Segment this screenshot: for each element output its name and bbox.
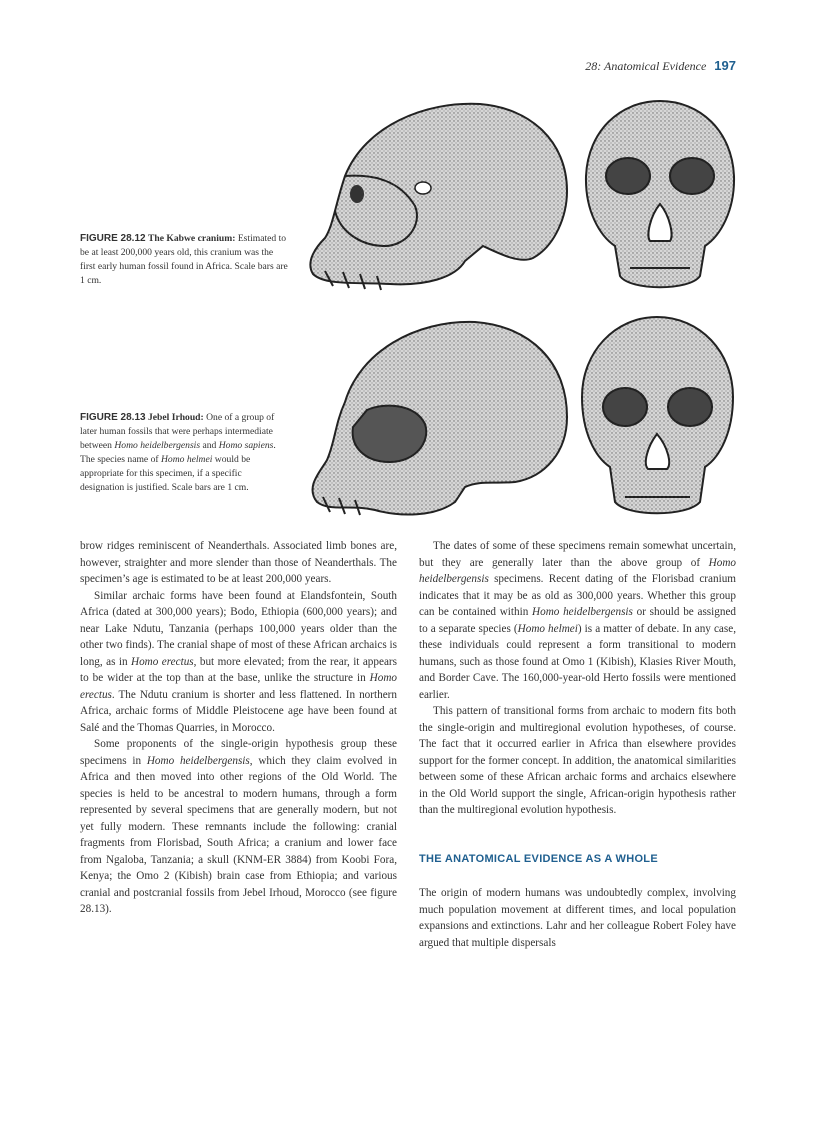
text-run: specimens. Recent dating of the Florisbad cranium indicates that it may be as old as 300,000 years. Whether this group can be contained within (419, 573, 736, 618)
species-name: Homo helmei (517, 622, 578, 635)
species-name: Homo erectus (80, 672, 397, 701)
left-column (80, 538, 397, 918)
text-run: , but more elevated; from the rear, it appears to be wider at the top than at the base, unlike the structure in (80, 655, 397, 684)
species-name: Homo heidelbergensis (146, 754, 250, 767)
text-run: . The Ndutu cranium is shorter and less flattened. In northern Africa, archaic forms of Middle Pleistocene age have been found at Salé and the Thomas Quarries, in Morocco. (80, 688, 397, 734)
text-run: Similar archaic forms have been found at Elandsfontein, South Africa (dated at 300,000 years); Bodo, Ethiopia (600,000 years); and near Lake Ndutu, Tanzania (perhaps 100,000 years older than the other two finds). The cranial shape of most of these African archaics is long, as in (80, 589, 397, 668)
jebel-irhoud-lateral-illustration (305, 312, 575, 522)
species-name: Homo heidelbergensis (419, 556, 736, 585)
caption-text: One of a group of later human fossils that were perhaps intermediate between (80, 412, 275, 451)
figure-title: The Kabwe cranium: (148, 233, 236, 244)
text-run: Some proponents of the single-origin hypothesis group these specimens in (80, 738, 397, 767)
figure-caption-28-13 (80, 411, 280, 495)
section-heading: THE ANATOMICAL EVIDENCE AS A WHOLE (419, 852, 658, 865)
text-run: or should be assigned to a separate species ( (419, 606, 737, 635)
running-head-section: 28: Anatomical Evidence (585, 59, 707, 73)
figure-label: FIGURE 28.13 (80, 412, 146, 423)
text-run: The dates of some of these specimens remain somewhat uncertain, but they are generally later than the above group of (419, 540, 736, 569)
jebel-irhoud-frontal-illustration (575, 312, 740, 522)
species-name: Homo heidelbergensis (114, 440, 201, 451)
figure-label: FIGURE 28.12 (80, 233, 146, 244)
caption-text: and (200, 440, 219, 451)
figure-caption-28-12 (80, 232, 290, 288)
species-name: Homo helmei (160, 454, 213, 465)
body-paragraph: This pattern of transitional forms from archaic to modern fits both the single-origin and multiregional evolution hypotheses, of course. The fact that it occurred earlier in Africa than elsewhere provides support for the former concept. In addition, the anatomical similarities between some of these African archaic forms and archaics elsewhere in the Old World support the single, African-origin hypothesis rather than the multiregional evolution hypothesis. (419, 705, 736, 816)
kabwe-cranium-lateral-illustration (305, 96, 575, 296)
text-run: , which they claim evolved in Africa and then moved into other regions of the Old World. The species is held to be ancestral to modern humans, through a form represented by several specimens that are generally modern, but not yet fully modern. These remnants include the following: cranial fragments from Florisbad, South Africa; a cranium and lower face from Ngaloba, Tanzania; a skull (KNM-ER 3884) from Koobi Fora, Kenya; the Omo 2 (Kibish) brain case from Ethiopia; and various cranial and postcranial fossils from Jebel Irhoud, Morocco (see figure 28.13). (80, 754, 397, 915)
text-run: ) is a matter of debate. In any case, these individuals could represent a form transitional to modern humans, such as those found at Omo 1 (Kibish), Klasies River Mouth, and Border Cave. The 160,000-year-old Herto fossils were mentioned earlier. (419, 622, 737, 701)
right-column (419, 538, 736, 951)
body-paragraph (80, 588, 397, 737)
page-number: 197 (714, 58, 736, 73)
kabwe-cranium-frontal-illustration (580, 96, 740, 296)
caption-text: . The species name of (80, 440, 276, 465)
figure-title: Jebel Irhoud: (148, 412, 204, 423)
running-head (585, 58, 736, 74)
body-paragraph (419, 538, 736, 703)
body-paragraph (80, 736, 397, 918)
body-paragraph: The origin of modern humans was undoubtedly complex, involving much population movement at different times, and local population expansions and extinctions. Lahr and her colleague Robert Foley have argued that multiple dispersals (419, 887, 736, 949)
species-name: Homo heidelbergensis (532, 606, 633, 618)
species-name: Homo erectus (130, 655, 194, 668)
species-name: Homo sapiens (218, 440, 274, 451)
caption-text: would be appropriate for this specimen, if a specific designation is justified. Scale bars are 1 cm. (80, 454, 251, 493)
body-paragraph: brow ridges reminiscent of Neanderthals. Associated limb bones are, however, straighter and more slender than those of Neanderthals. The specimen’s age is estimated to be at least 200,000 years. (80, 540, 397, 585)
figure-caption-text: Estimated to be at least 200,000 years old, this cranium was the first early human fossil found in Africa. Scale bars are 1 cm. (80, 233, 288, 286)
